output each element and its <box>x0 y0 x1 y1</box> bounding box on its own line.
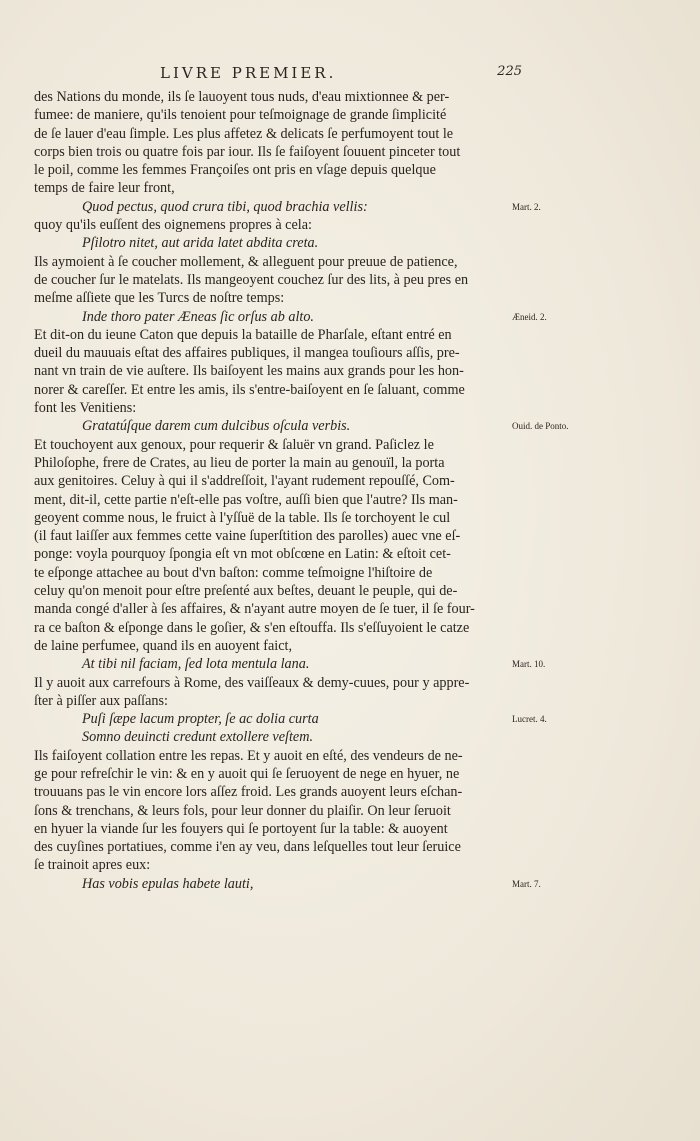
running-head: LIVRE PREMIER. <box>160 64 337 82</box>
margin-spacer <box>512 692 572 710</box>
quotation-line: Puſi ſæpe lacum propter, ſe ac dolia curta <box>82 711 319 728</box>
text-line: des cuyſines portatiues, comme i'en ay veu, dans leſquelles tout leur ſeruice <box>34 839 461 856</box>
text-line: meſme aſſiete que les Turcs de noſtre temps: <box>34 290 285 307</box>
margin-spacer <box>512 820 572 838</box>
text-line: te eſponge attachee au bout d'vn baſton: comme teſmoigne l'hiſtoire de <box>34 564 433 581</box>
text-line: Il y auoit aux carrefours à Rome, des vaiſſeaux & demy-cuues, pour y appre- <box>34 674 470 691</box>
margin-spacer <box>512 161 572 179</box>
margin-spacer <box>512 436 572 454</box>
text-line: Ils faiſoyent collation entre les repas. Et y auoit en eſté, des vendeurs de ne- <box>34 747 463 764</box>
margin-note: Mart. 2. <box>512 201 541 212</box>
margin-spacer <box>512 271 572 289</box>
text-line: en hyuer la viande ſur les fouyers qui ſe portoyent ſur la table: & auoyent <box>34 820 448 837</box>
page-header <box>160 64 522 84</box>
quotation-line: Inde thoro pater Æneas ſic orſus ab alto. <box>82 308 314 325</box>
text-line: Philoſophe, frere de Crates, au lieu de porter la main au genouïl, la porta <box>34 454 445 471</box>
margin-spacer <box>512 856 572 874</box>
margin-spacer <box>512 783 572 801</box>
text-line: geoyent comme nous, le fruict à l'yſſuë de la table. Ils ſe torchoyent le cul <box>34 509 451 526</box>
text-line: celuy qu'on menoit pour eſtre preſenté aux beſtes, deuant le peuple, qui de- <box>34 583 458 600</box>
margin-spacer <box>512 344 572 362</box>
margin-spacer <box>512 326 572 344</box>
margin-spacer <box>512 838 572 856</box>
margin-spacer <box>512 582 572 600</box>
margin-spacer <box>512 362 572 380</box>
text-line: ge pour refreſchir le vin: & en y auoit qui ſe ſeruoyent de nege en hyuer, ne <box>34 765 460 782</box>
margin-note: Æneid. 2. <box>512 311 547 322</box>
quotation-line: At tibi nil faciam, ſed lota mentula lana. <box>82 656 310 673</box>
quotation-line: Has vobis epulas habete lauti, <box>82 875 254 892</box>
margin-spacer <box>512 527 572 545</box>
text-line: norer & careſſer. Et entre les amis, ils s'entre-baiſoyent en ſe ſaluant, comme <box>34 381 465 398</box>
text-line: ſe trainoit apres eux: <box>34 857 151 874</box>
text-line: temps de faire leur front, <box>34 180 175 197</box>
margin-spacer <box>512 564 572 582</box>
margin-spacer <box>512 289 572 307</box>
text-line: Ils aymoient à ſe coucher mollement, & alleguent pour preuue de patience, <box>34 253 458 270</box>
text-line: ponge: voyla pourquoy ſpongia eſt vn mot obſcœne en Latin: & eſtoit cet- <box>34 546 451 563</box>
text-line: nant vn train de vie auſtere. Ils baiſoyent les mains aux grands pour les hon- <box>34 363 464 380</box>
margin-spacer <box>512 234 572 252</box>
margin-spacer <box>512 728 572 746</box>
text-line: quoy qu'ils euſſent des oignemens propres à cela: <box>34 217 312 234</box>
margin-spacer <box>512 619 572 637</box>
text-line: ſons & trenchans, & leurs fols, pour leur donner du plaiſir. On leur ſeruoit <box>34 802 451 819</box>
text-line: (il faut laiſſer aux femmes cette vaine ſuperſtition des parolles) auec vne eſ- <box>34 528 461 545</box>
text-line: aux genitoires. Celuy à qui il s'addreſſoit, l'ayant rudement repouſſé, Com- <box>34 473 455 490</box>
text-line: de ſe lauer d'eau ſimple. Les plus affetez & delicats ſe perfumoyent tout le <box>34 125 454 142</box>
margin-spacer <box>512 125 572 143</box>
margin-spacer <box>512 106 572 124</box>
text-line: font les Venitiens: <box>34 400 137 417</box>
margin-note: Mart. 10. <box>512 659 546 670</box>
text-line: ſter à piſſer aux paſſans: <box>34 692 168 709</box>
body-text <box>34 88 510 893</box>
margin-spacer <box>512 143 572 161</box>
margin-note: Mart. 7. <box>512 878 541 889</box>
margin-spacer <box>512 88 572 106</box>
quotation-line: Gratatúſque darem cum dulcibus oſcula verbis. <box>82 418 351 435</box>
margin-spacer <box>512 472 572 490</box>
quotation-line: Quod pectus, quod crura tibi, quod brachia vellis: <box>82 198 368 215</box>
margin-spacer <box>512 545 572 563</box>
text-line: le poil, comme les femmes Françoiſes ont pris en vſage depuis quelque <box>34 162 436 179</box>
margin-spacer <box>512 802 572 820</box>
margin-spacer <box>512 454 572 472</box>
folio-number: 225 <box>497 64 522 79</box>
margin-spacer <box>512 674 572 692</box>
margin-spacer <box>512 216 572 234</box>
margin-spacer <box>512 381 572 399</box>
text-line: corps bien trois ou quatre fois par iour. Ils ſe faiſoyent ſouuent pinceter tout <box>34 143 461 160</box>
margin-spacer <box>512 179 572 197</box>
margin-spacer <box>512 399 572 417</box>
margin-note: Lucret. 4. <box>512 714 547 725</box>
margin-spacer <box>512 491 572 509</box>
text-line: de coucher ſur le matelats. Ils mangeoyent couchez ſur des lits, à peu pres en <box>34 271 469 288</box>
text-line: Et dit-on du ieune Caton que depuis la bataille de Pharſale, eſtant entré en <box>34 326 452 343</box>
text-line: ra ce baſton & eſponge dans le goſier, & s'en eſtouffa. Ils s'eſſuyoient le catze <box>34 619 470 636</box>
text-line: ment, dit-il, cette partie n'eſt-elle pas voſtre, auſſi bien que l'autre? Ils man- <box>34 491 458 508</box>
margin-note: Ouid. de Ponto. <box>512 421 569 432</box>
margin-notes <box>512 88 572 893</box>
margin-spacer <box>512 765 572 783</box>
text-line: manda congé d'aller à ſes affaires, & n'ayant autre moyen de ſe tuer, il ſe four- <box>34 601 475 618</box>
quotation-line: Pſilotro nitet, aut arida latet abdita creta. <box>82 235 319 252</box>
text-line: de laine perfumee, quand ils en auoyent faict, <box>34 637 293 654</box>
margin-spacer <box>512 253 572 271</box>
text-line: fumee: de maniere, qu'ils tenoient pour teſmoignage de grande ſimplicité <box>34 107 447 124</box>
text-line: des Nations du monde, ils ſe lauoyent tous nuds, d'eau mixtionnee & per- <box>34 89 450 105</box>
margin-spacer <box>512 509 572 527</box>
text-line: Et touchoyent aux genoux, pour requerir & ſaluër vn grand. Paſiclez le <box>34 436 434 453</box>
margin-spacer <box>512 637 572 655</box>
text-line: dueil du mauuais eſtat des affaires publiques, il mangea touſiours aſſis, pre- <box>34 345 460 362</box>
margin-spacer <box>512 600 572 618</box>
text-line: trouuans pas le vin encore lors aſſez froid. Les grands auoyent leurs eſchan- <box>34 784 463 801</box>
margin-spacer <box>512 747 572 765</box>
quotation-line: Somno deuincti credunt extollere veſtem. <box>82 729 313 746</box>
